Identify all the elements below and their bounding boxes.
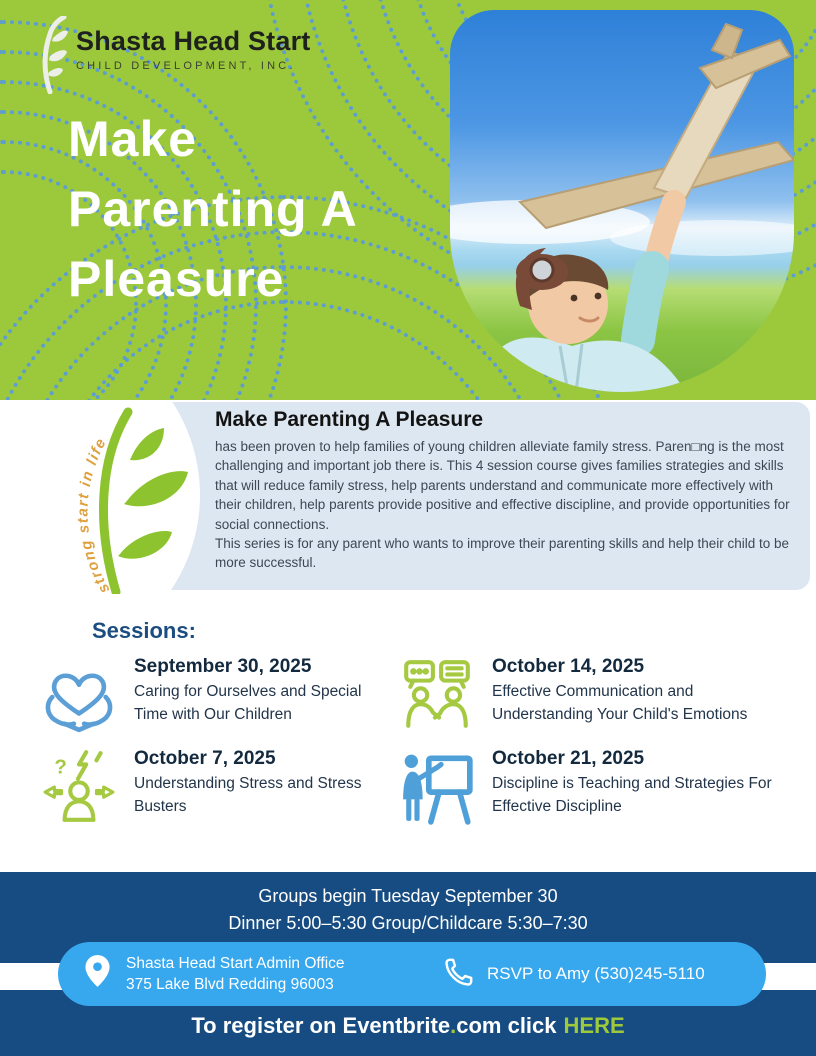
stressed-person-icon (40, 748, 118, 826)
location-text (126, 953, 345, 995)
conversation-icon (398, 656, 476, 734)
brand-logo (34, 16, 310, 99)
session-item (398, 656, 786, 734)
register-dot: . (450, 1013, 457, 1038)
about-paragraph-2: This series is for any parent who wants to improve their parenting skills and help their child to be more successful. (215, 536, 790, 571)
child-airplane-photo (450, 10, 794, 392)
sessions-heading: Sessions: (92, 618, 196, 643)
brand-text (76, 16, 310, 72)
session-text (134, 656, 392, 726)
register-text: com click (456, 1013, 557, 1038)
about-text-block (215, 408, 793, 573)
brand-tagline: CHILD DEVELOPMENT, INC. (76, 60, 296, 72)
flyer-title-line: Pleasure (68, 251, 285, 307)
session-text (134, 748, 392, 818)
footer-schedule-line2: Dinner 5:00–5:30 Group/Childcare 5:30–7:30 (228, 913, 588, 933)
session-date: September 30, 2025 (134, 656, 312, 677)
session-description: Effective Communication and Understanding Your Child's Emotions (492, 683, 748, 723)
session-date: October 7, 2025 (134, 748, 276, 769)
register-line (0, 1013, 816, 1039)
session-item (40, 656, 392, 734)
heart-hands-icon (40, 656, 118, 734)
session-text (492, 656, 786, 726)
footer-banner (0, 872, 816, 1056)
strong-start-leaf-icon (70, 406, 196, 599)
footer-schedule (0, 872, 816, 937)
footer-schedule-line1: Groups begin Tuesday September 30 (258, 886, 558, 906)
flyer-title-line: Parenting A (68, 181, 358, 237)
session-date: October 21, 2025 (492, 748, 645, 769)
location-block (84, 953, 416, 995)
flyer-title (68, 104, 358, 314)
brand-name: Shasta Head Start (76, 26, 311, 56)
session-item (398, 748, 786, 826)
hero-section (0, 0, 816, 400)
about-heading: Make Parenting A Pleasure (215, 408, 484, 431)
location-line1: Shasta Head Start Admin Office (126, 955, 345, 972)
location-pin-icon (84, 954, 111, 994)
session-text (492, 748, 786, 818)
register-here-link[interactable]: HERE (563, 1013, 625, 1038)
flyer-title-line: Make (68, 111, 198, 167)
about-paragraph-1: has been proven to help families of young children alleviate family stress. Paren□ng is the most challenging and important job there is. This 4 session course gives families strategies and skills that will reduce family stress, help parents understand and communicate more effectively with their children, help parents provide positive and effective discipline, and provide opportunities for social connections. (215, 439, 790, 532)
rsvp-block (444, 957, 705, 992)
teacher-board-icon (398, 748, 476, 826)
register-text: To register on Eventbrite (191, 1013, 451, 1038)
sessions-grid (40, 656, 780, 826)
location-line2: 375 Lake Blvd Redding 96003 (126, 976, 334, 993)
session-date: October 14, 2025 (492, 656, 645, 677)
contact-pill (58, 942, 766, 1006)
about-section (0, 400, 816, 600)
phone-icon (444, 957, 474, 992)
svg-text:?: ? (54, 755, 67, 779)
session-description: Understanding Stress and Stress Busters (134, 775, 362, 815)
rsvp-text: RSVP to Amy (530)245-5110 (487, 964, 705, 983)
session-item (40, 748, 392, 826)
session-description: Discipline is Teaching and Strategies For Effective Discipline (492, 775, 772, 815)
session-description: Caring for Ourselves and Special Time with Our Children (134, 683, 362, 723)
leaf-caption: strong start in life (74, 434, 114, 594)
branch-icon (34, 16, 68, 99)
